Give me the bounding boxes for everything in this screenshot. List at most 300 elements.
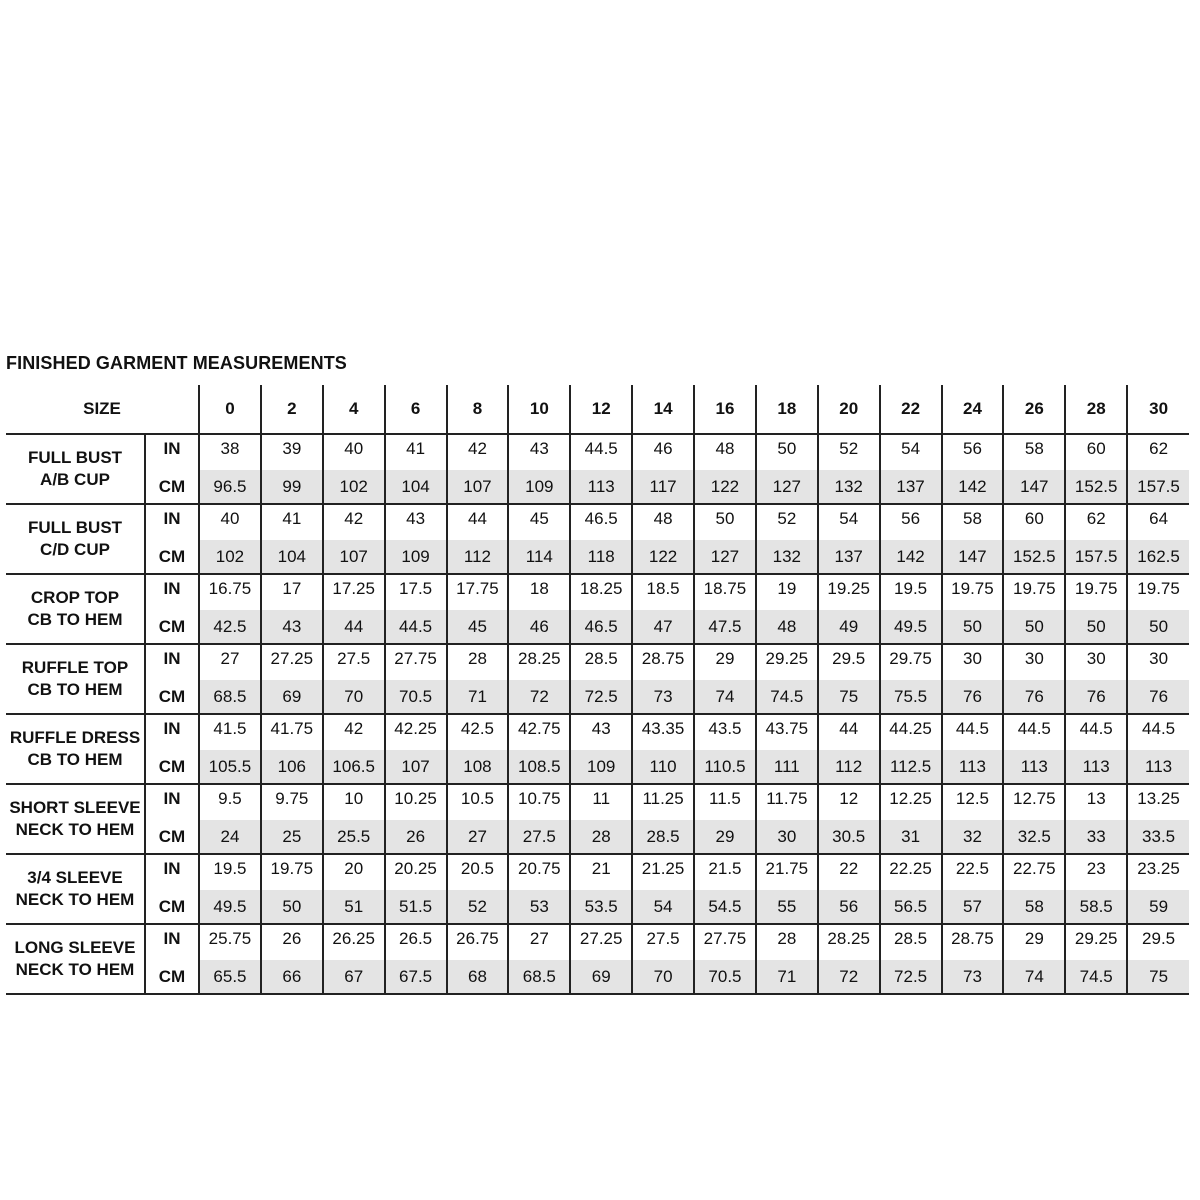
measurement-name-line2: C/D CUP: [40, 540, 110, 559]
page-title: FINISHED GARMENT MEASUREMENTS: [6, 353, 347, 373]
value-cell-cm: 106: [261, 750, 323, 784]
value-cell-in: 20.25: [385, 854, 447, 890]
value-cell-cm: 111: [756, 750, 818, 784]
value-cell-in: 38: [220, 439, 240, 458]
value-cell-cm: 96.5: [199, 470, 261, 504]
unit-label-in: IN: [145, 434, 199, 470]
value-cell-cm: 127: [756, 470, 818, 504]
size-header-8: 8: [447, 385, 509, 434]
measurement-name-line2: NECK TO HEM: [15, 820, 135, 839]
value-cell-cm: 44: [323, 610, 385, 644]
table-row-cm: [6, 890, 1189, 924]
measurement-name: [6, 434, 145, 504]
value-cell-cm: 46.5: [570, 610, 632, 644]
value-cell-in: 22: [818, 854, 880, 890]
measurement-name-line2: CB TO HEM: [27, 750, 123, 769]
value-cell-in: 17: [261, 574, 323, 610]
unit-label-cm: CM: [145, 680, 199, 714]
value-cell-cm: 68.5: [508, 960, 570, 994]
value-cell-in: 28.25: [818, 924, 880, 960]
value-cell-in: 18.75: [694, 574, 756, 610]
value-cell-cm: 30: [756, 820, 818, 854]
value-cell-cm: 147: [942, 540, 1004, 574]
size-header-4: 4: [323, 385, 385, 434]
size-header-18: 18: [756, 385, 818, 434]
value-cell-cm: 127: [694, 540, 756, 574]
measurement-name-line1: RUFFLE DRESS: [9, 728, 141, 747]
value-cell-in: 29.75: [880, 644, 942, 680]
value-cell-cm: 108.5: [508, 750, 570, 784]
value-cell-in: 44.5: [1065, 714, 1127, 750]
value-cell-cm: 33: [1065, 820, 1127, 854]
table-row-in: [6, 784, 1189, 820]
value-cell-in: 30: [1003, 644, 1065, 680]
value-cell-in: 28.75: [632, 644, 694, 680]
value-cell-cm: 72.5: [570, 680, 632, 714]
value-cell-in: 42: [447, 434, 509, 470]
unit-label-cm: CM: [145, 470, 199, 504]
value-cell-in: 17.25: [323, 574, 385, 610]
value-cell-in: 29: [694, 644, 756, 680]
value-cell-cm: 33.5: [1127, 820, 1189, 854]
value-cell-cm: 114: [508, 540, 570, 574]
value-cell-in: 19.5: [213, 859, 247, 878]
value-cell-in: 28: [447, 644, 509, 680]
value-cell-cm: 112.5: [880, 750, 942, 784]
value-cell-cm: 68.5: [199, 680, 261, 714]
value-cell-cm: 106.5: [323, 750, 385, 784]
value-cell-in: 43: [570, 714, 632, 750]
value-cell-cm: 109: [508, 470, 570, 504]
unit-label-in: IN: [145, 644, 199, 680]
size-header-20: 20: [818, 385, 880, 434]
value-cell-cm: 109: [570, 750, 632, 784]
size-header-28: 28: [1065, 385, 1127, 434]
value-cell-cm: 142: [880, 540, 942, 574]
value-cell-in: 43.75: [756, 714, 818, 750]
value-cell-in: 42: [323, 714, 385, 750]
value-cell-cm: 57: [942, 890, 1004, 924]
value-cell-in: 41: [385, 434, 447, 470]
value-cell-cm: 56.5: [880, 890, 942, 924]
value-cell-in: 27.5: [323, 644, 385, 680]
value-cell-in: 19.5: [880, 574, 942, 610]
value-cell-in: 26.25: [323, 924, 385, 960]
value-cell-cm: 132: [756, 540, 818, 574]
value-cell-cm: 157.5: [1065, 540, 1127, 574]
size-header-2: 2: [261, 385, 323, 434]
value-cell-cm: 99: [261, 470, 323, 504]
value-cell-cm: 58.5: [1065, 890, 1127, 924]
value-cell-in: 20.5: [447, 854, 509, 890]
measurement-name-line2: NECK TO HEM: [15, 960, 135, 979]
value-cell-cm: 75.5: [880, 680, 942, 714]
value-cell-in: 21.5: [694, 854, 756, 890]
value-cell-in: 56: [880, 504, 942, 540]
value-cell-in: 39: [261, 434, 323, 470]
value-cell-in: 43.5: [694, 714, 756, 750]
value-cell-cm: 71: [447, 680, 509, 714]
value-cell-in: 60: [1003, 504, 1065, 540]
value-cell-in: 12.75: [1003, 784, 1065, 820]
value-cell-cm: 48: [756, 610, 818, 644]
value-cell-cm: 70.5: [694, 960, 756, 994]
table-row-in: [6, 504, 1189, 540]
table-row-cm: [6, 820, 1189, 854]
value-cell-in: 43: [508, 434, 570, 470]
value-cell-cm: 49.5: [199, 890, 261, 924]
value-cell-cm: 112: [818, 750, 880, 784]
value-cell-cm: 71: [756, 960, 818, 994]
measurement-name: [6, 854, 145, 924]
measurement-table: [6, 385, 1189, 995]
value-cell-in: 62: [1127, 434, 1189, 470]
size-header-10: 10: [508, 385, 570, 434]
measurement-name-line1: FULL BUST: [27, 518, 123, 537]
value-cell-in: 30: [1127, 644, 1189, 680]
value-cell-in: 12.5: [942, 784, 1004, 820]
value-cell-cm: 54.5: [694, 890, 756, 924]
measurement-name-line2: CB TO HEM: [27, 610, 123, 629]
value-cell-cm: 50: [942, 610, 1004, 644]
value-cell-in: 18.25: [570, 574, 632, 610]
measurement-name-line1: SHORT SLEEVE: [9, 798, 141, 817]
value-cell-cm: 46: [508, 610, 570, 644]
value-cell-cm: 122: [694, 470, 756, 504]
value-cell-cm: 107: [323, 540, 385, 574]
value-cell-in: 43: [385, 504, 447, 540]
unit-label-cm: CM: [145, 820, 199, 854]
table-header: [6, 385, 1189, 434]
value-cell-in: 56: [942, 434, 1004, 470]
value-cell-cm: 50: [1065, 610, 1127, 644]
value-cell-in: 44: [447, 504, 509, 540]
table-row-cm: [6, 960, 1189, 994]
value-cell-in: 48: [694, 434, 756, 470]
measurement-name-line1: CROP TOP: [30, 588, 120, 607]
value-cell-in: 29.25: [1065, 924, 1127, 960]
value-cell-cm: 76: [1127, 680, 1189, 714]
value-cell-in: 60: [1065, 434, 1127, 470]
value-cell-cm: 53: [508, 890, 570, 924]
value-cell-in: 41.5: [213, 719, 247, 738]
value-cell-cm: 28: [570, 820, 632, 854]
unit-label-cm: CM: [145, 610, 199, 644]
measurement-name: [6, 574, 145, 644]
table-row-in: [6, 574, 1189, 610]
value-cell-cm: 58: [1003, 890, 1065, 924]
value-cell-in: 10: [323, 784, 385, 820]
value-cell-in: 48: [632, 504, 694, 540]
measurement-name-line1: LONG SLEEVE: [14, 938, 136, 957]
value-cell-cm: 107: [385, 750, 447, 784]
size-header-30: 30: [1127, 385, 1189, 434]
value-cell-in: 10.5: [447, 784, 509, 820]
value-cell-cm: 65.5: [199, 960, 261, 994]
value-cell-in: 22.5: [942, 854, 1004, 890]
table-row-cm: [6, 470, 1189, 504]
value-cell-cm: 74: [1003, 960, 1065, 994]
value-cell-in: 13.25: [1127, 784, 1189, 820]
value-cell-in: 21: [570, 854, 632, 890]
value-cell-in: 19.75: [1127, 574, 1189, 610]
value-cell-cm: 73: [632, 680, 694, 714]
value-cell-cm: 76: [1065, 680, 1127, 714]
value-cell-cm: 137: [880, 470, 942, 504]
value-cell-in: 11: [570, 784, 632, 820]
value-cell-in: 23: [1065, 854, 1127, 890]
value-cell-in: 30: [1065, 644, 1127, 680]
table-row-cm: [6, 540, 1189, 574]
measurement-name-line2: A/B CUP: [40, 470, 110, 489]
value-cell-in: 16.75: [208, 579, 252, 598]
value-cell-in: 54: [818, 504, 880, 540]
value-cell-in: 54: [880, 434, 942, 470]
value-cell-cm: 70.5: [385, 680, 447, 714]
value-cell-in: 58: [942, 504, 1004, 540]
table-row-cm: [6, 680, 1189, 714]
value-cell-in: 44.5: [570, 434, 632, 470]
value-cell-cm: 157.5: [1127, 470, 1189, 504]
value-cell-cm: 113: [942, 750, 1004, 784]
value-cell-in: 30: [942, 644, 1004, 680]
value-cell-cm: 66: [261, 960, 323, 994]
value-cell-in: 19.75: [261, 854, 323, 890]
value-cell-cm: 69: [570, 960, 632, 994]
value-cell-cm: 74: [694, 680, 756, 714]
value-cell-cm: 30.5: [818, 820, 880, 854]
measurement-name: [6, 504, 145, 574]
value-cell-cm: 25.5: [323, 820, 385, 854]
value-cell-in: 43.35: [632, 714, 694, 750]
value-cell-in: 9.75: [261, 784, 323, 820]
value-cell-in: 41: [261, 504, 323, 540]
value-cell-in: 42.25: [385, 714, 447, 750]
value-cell-cm: 108: [447, 750, 509, 784]
value-cell-in: 29.5: [818, 644, 880, 680]
value-cell-cm: 76: [942, 680, 1004, 714]
value-cell-in: 20: [323, 854, 385, 890]
size-header-16: 16: [694, 385, 756, 434]
value-cell-cm: 24: [199, 820, 261, 854]
value-cell-cm: 72: [818, 960, 880, 994]
value-cell-in: 23.25: [1127, 854, 1189, 890]
value-cell-in: 64: [1127, 504, 1189, 540]
value-cell-cm: 55: [756, 890, 818, 924]
table-row-in: [6, 714, 1189, 750]
table-row-in: [6, 854, 1189, 890]
value-cell-in: 26.75: [447, 924, 509, 960]
value-cell-cm: 32: [942, 820, 1004, 854]
value-cell-in: 13: [1065, 784, 1127, 820]
value-cell-cm: 59: [1127, 890, 1189, 924]
value-cell-cm: 162.5: [1127, 540, 1189, 574]
value-cell-cm: 76: [1003, 680, 1065, 714]
value-cell-cm: 147: [1003, 470, 1065, 504]
value-cell-cm: 72: [508, 680, 570, 714]
value-cell-in: 50: [694, 504, 756, 540]
table-row-cm: [6, 610, 1189, 644]
value-cell-cm: 122: [632, 540, 694, 574]
value-cell-cm: 74.5: [1065, 960, 1127, 994]
value-cell-cm: 51: [323, 890, 385, 924]
value-cell-in: 42: [323, 504, 385, 540]
value-cell-in: 27.75: [385, 644, 447, 680]
value-cell-in: 19.75: [942, 574, 1004, 610]
value-cell-cm: 113: [1127, 750, 1189, 784]
value-cell-cm: 104: [385, 470, 447, 504]
value-cell-in: 19.75: [1065, 574, 1127, 610]
size-header-6: 6: [385, 385, 447, 434]
value-cell-cm: 47: [632, 610, 694, 644]
value-cell-cm: 102: [323, 470, 385, 504]
value-cell-in: 26: [261, 924, 323, 960]
value-cell-cm: 118: [570, 540, 632, 574]
measurement-name: [6, 644, 145, 714]
value-cell-in: 12.25: [880, 784, 942, 820]
value-cell-in: 42.5: [447, 714, 509, 750]
unit-label-cm: CM: [145, 890, 199, 924]
value-cell-in: 44.5: [1003, 714, 1065, 750]
value-cell-in: 21.75: [756, 854, 818, 890]
value-cell-in: 50: [756, 434, 818, 470]
measurement-name-line1: FULL BUST: [27, 448, 123, 467]
value-cell-in: 44.25: [880, 714, 942, 750]
measurement-name-line2: CB TO HEM: [27, 680, 123, 699]
value-cell-in: 22.75: [1003, 854, 1065, 890]
value-cell-cm: 70: [632, 960, 694, 994]
value-cell-cm: 104: [261, 540, 323, 574]
value-cell-in: 11.25: [632, 784, 694, 820]
unit-label-in: IN: [145, 574, 199, 610]
value-cell-cm: 105.5: [199, 750, 261, 784]
unit-label-cm: CM: [145, 960, 199, 994]
size-label: SIZE: [6, 385, 199, 434]
value-cell-cm: 67.5: [385, 960, 447, 994]
value-cell-cm: 43: [261, 610, 323, 644]
value-cell-in: 27.5: [632, 924, 694, 960]
value-cell-in: 28.5: [880, 924, 942, 960]
value-cell-in: 17.75: [447, 574, 509, 610]
value-cell-in: 62: [1065, 504, 1127, 540]
value-cell-in: 40: [323, 434, 385, 470]
value-cell-cm: 53.5: [570, 890, 632, 924]
value-cell-cm: 50: [261, 890, 323, 924]
value-cell-cm: 113: [1003, 750, 1065, 784]
value-cell-cm: 42.5: [199, 610, 261, 644]
measurement-name-line2: NECK TO HEM: [15, 890, 135, 909]
value-cell-in: 18.5: [632, 574, 694, 610]
value-cell-in: 44.5: [942, 714, 1004, 750]
unit-label-in: IN: [145, 504, 199, 540]
table-row-in: [6, 644, 1189, 680]
value-cell-in: 18: [508, 574, 570, 610]
value-cell-cm: 51.5: [385, 890, 447, 924]
measurement-name: [6, 924, 145, 994]
value-cell-cm: 113: [570, 470, 632, 504]
value-cell-cm: 74.5: [756, 680, 818, 714]
value-cell-cm: 32.5: [1003, 820, 1065, 854]
value-cell-cm: 152.5: [1003, 540, 1065, 574]
value-cell-cm: 72.5: [880, 960, 942, 994]
value-cell-cm: 31: [880, 820, 942, 854]
size-header-26: 26: [1003, 385, 1065, 434]
value-cell-cm: 75: [1127, 960, 1189, 994]
unit-label-in: IN: [145, 714, 199, 750]
value-cell-in: 29: [1003, 924, 1065, 960]
value-cell-in: 40: [220, 509, 240, 528]
value-cell-cm: 52: [447, 890, 509, 924]
value-cell-in: 28: [756, 924, 818, 960]
value-cell-cm: 45: [447, 610, 509, 644]
value-cell-in: 22.25: [880, 854, 942, 890]
value-cell-cm: 142: [942, 470, 1004, 504]
value-cell-in: 27: [220, 649, 240, 668]
unit-label-in: IN: [145, 784, 199, 820]
value-cell-in: 25.75: [208, 929, 252, 948]
value-cell-cm: 50: [1003, 610, 1065, 644]
value-cell-in: 52: [756, 504, 818, 540]
value-cell-in: 27.25: [261, 644, 323, 680]
table-row-cm: [6, 750, 1189, 784]
unit-label-in: IN: [145, 924, 199, 960]
value-cell-cm: 113: [1065, 750, 1127, 784]
value-cell-in: 17.5: [385, 574, 447, 610]
value-cell-cm: 50: [1127, 610, 1189, 644]
value-cell-in: 19.75: [1003, 574, 1065, 610]
value-cell-in: 58: [1003, 434, 1065, 470]
value-cell-cm: 47.5: [694, 610, 756, 644]
value-cell-in: 42.75: [508, 714, 570, 750]
measurement-name-line1: 3/4 SLEEVE: [27, 868, 123, 887]
value-cell-cm: 109: [385, 540, 447, 574]
value-cell-in: 28.25: [508, 644, 570, 680]
value-cell-cm: 54: [632, 890, 694, 924]
value-cell-in: 26.5: [385, 924, 447, 960]
table-row-in: [6, 434, 1189, 470]
value-cell-cm: 27: [447, 820, 509, 854]
value-cell-in: 45: [508, 504, 570, 540]
measurement-name: [6, 784, 145, 854]
value-cell-in: 46: [632, 434, 694, 470]
value-cell-cm: 73: [942, 960, 1004, 994]
value-cell-cm: 152.5: [1065, 470, 1127, 504]
value-cell-in: 20.75: [508, 854, 570, 890]
measurement-name-line1: RUFFLE TOP: [21, 658, 129, 677]
value-cell-cm: 70: [323, 680, 385, 714]
size-header-14: 14: [632, 385, 694, 434]
value-cell-cm: 49: [818, 610, 880, 644]
value-cell-cm: 132: [818, 470, 880, 504]
value-cell-in: 19.25: [818, 574, 880, 610]
unit-label-in: IN: [145, 854, 199, 890]
value-cell-in: 9.5: [218, 789, 242, 808]
value-cell-in: 19: [756, 574, 818, 610]
value-cell-in: 28.75: [942, 924, 1004, 960]
unit-label-cm: CM: [145, 540, 199, 574]
value-cell-in: 41.75: [261, 714, 323, 750]
table-body: [6, 434, 1189, 994]
value-cell-in: 52: [818, 434, 880, 470]
value-cell-cm: 29: [694, 820, 756, 854]
value-cell-cm: 26: [385, 820, 447, 854]
value-cell-cm: 49.5: [880, 610, 942, 644]
unit-label-cm: CM: [145, 750, 199, 784]
table-row-in: [6, 924, 1189, 960]
value-cell-cm: 112: [447, 540, 509, 574]
size-header-22: 22: [880, 385, 942, 434]
value-cell-in: 11.5: [694, 784, 756, 820]
